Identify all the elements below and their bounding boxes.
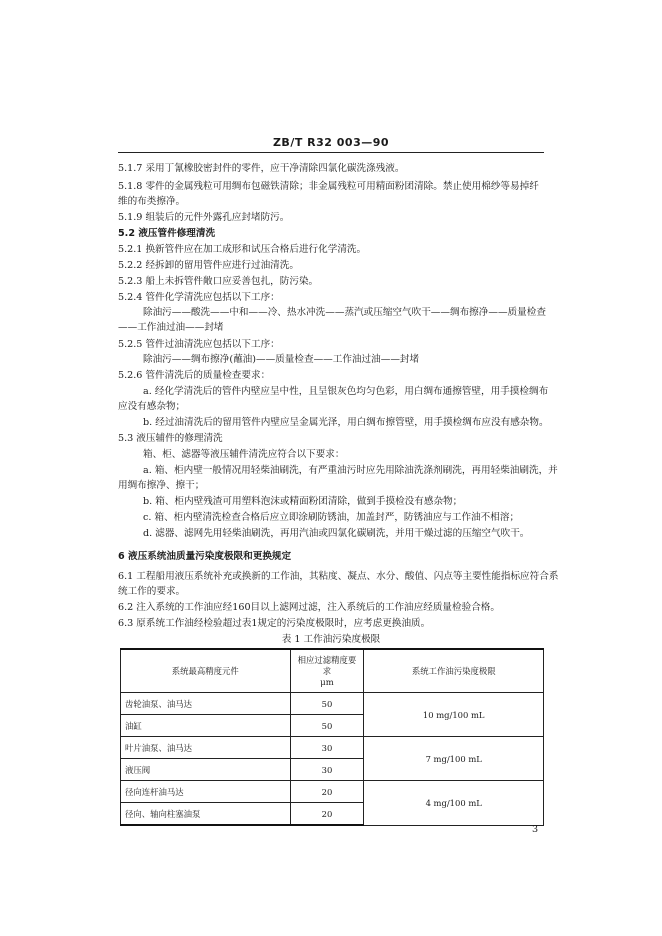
clause-5-3-a-cont: 用绸布擦净、擦干； (118, 480, 205, 491)
table-row (121, 693, 544, 715)
clause-5-2-4-process: 除油污——酸洗——中和——冷、热水冲洗——蒸汽或压缩空气吹干——绸布擦净——质量检查 (143, 307, 546, 318)
filter-cell: 50 (290, 693, 364, 715)
clause-5-3-a: a. 箱、柜内壁一般情况用轻柴油刷洗，有严重油污时应先用除油洗涤剂刷洗，再用轻柴油刷洗，并 (143, 465, 558, 476)
clause-5-1-8-cont: 维的布类擦净。 (118, 196, 186, 207)
header-filter-precision (290, 649, 364, 693)
clause-5-2-6-b: b. 经过油清洗后的留用管件内壁应呈金属光泽，用白绸布擦管壁，用手摸检绸布应没有感杂物。 (143, 417, 549, 428)
clause-6-1-cont: 统工作的要求。 (118, 586, 186, 597)
filter-cell: 50 (290, 715, 364, 737)
limit-cell: 4 mg/100 mL (364, 781, 544, 826)
table-row (121, 737, 544, 759)
clause-5-2-4-process-cont: ——工作油过油——封堵 (118, 322, 224, 333)
clause-5-2-2: 5.2.2 经拆卸的留用管件应进行过油清洗。 (118, 260, 299, 271)
clause-6-1: 6.1 工程船用液压系统补充或换新的工作油，其粘度、凝点、水分、酸值、闪点等主要性能指标应符合系 (118, 571, 559, 582)
clause-5-2-4: 5.2.4 管件化学清洗应包括以下工序： (118, 292, 280, 303)
filter-cell: 30 (290, 759, 364, 781)
header-filter-unit: μm (320, 676, 334, 687)
component-cell: 液压阀 (121, 759, 291, 781)
section-5-3-heading: 5.3 液压辅件的修理清洗 (118, 433, 223, 444)
filter-cell: 20 (290, 781, 364, 803)
standard-code-header: ZB/T R32 003—90 (272, 136, 390, 149)
component-cell: 径向、轴向柱塞油泵 (121, 803, 291, 826)
filter-cell: 20 (290, 803, 364, 826)
component-cell: 叶片油泵、油马达 (121, 737, 291, 759)
clause-5-2-6-a-cont: 应没有感杂物； (118, 401, 186, 412)
clause-5-1-9: 5.1.9 组装后的元件外露孔应封堵防污。 (118, 212, 290, 223)
component-cell: 油缸 (121, 715, 291, 737)
header-contamination-limit: 系统工作油污染度极限 (364, 649, 544, 693)
table-1-caption: 表 1 工作油污染度极限 (281, 634, 381, 645)
filter-cell: 30 (290, 737, 364, 759)
clause-5-2-5: 5.2.5 管件过油清洗应包括以下工序： (118, 339, 280, 350)
clause-5-2-6: 5.2.6 管件清洗后的质量检查要求： (118, 370, 271, 381)
contamination-limit-table (120, 648, 544, 826)
clause-6-2: 6.2 注入系统的工作油应经160目以上滤网过滤，注入系统后的工作油应经质量检验合格。 (118, 602, 500, 613)
section-5-2-heading: 5.2 液压管件修理清洗 (118, 228, 216, 239)
clause-5-1-8: 5.1.8 零件的金属残粒可用绸布包磁铁清除；非金属残粒可用精面粉团清除。禁止使用棉纱等易掉纤 (118, 181, 539, 192)
limit-cell: 10 mg/100 mL (364, 693, 544, 737)
header-component: 系统最高精度元件 (121, 649, 291, 693)
clause-5-2-6-a: a. 经化学清洗后的管件内壁应呈中性，且呈银灰色均匀色彩，用白绸布通擦管壁，用手摸检绸布 (143, 386, 549, 397)
clause-5-2-5-process: 除油污——绸布擦净(蘸油)——质量检查——工作油过油——封堵 (143, 354, 420, 365)
clause-5-2-3: 5.2.3 船上未拆管件敞口应妥善包扎，防污染。 (118, 276, 319, 287)
page-number: 3 (532, 824, 539, 835)
table-row (121, 781, 544, 803)
clause-5-1-7: 5.1.7 采用丁氰橡胶密封件的零件，应干净清除四氯化碳洗涤残液。 (118, 163, 405, 174)
clause-5-3-intro: 箱、柜、滤器等液压辅件清洗应符合以下要求： (143, 449, 345, 460)
clause-6-3: 6.3 原系统工作油经检验超过表1规定的污染度极限时，应考虑更换油质。 (118, 618, 431, 629)
limit-cell: 7 mg/100 mL (364, 737, 544, 781)
header-filter-label: 相应过滤精度要求 (297, 654, 357, 676)
clause-5-3-b: b. 箱、柜内壁残渣可用塑料泡沫或精面粉团清除，做到手摸检没有感杂物； (143, 496, 463, 507)
section-6-heading: 6 液压系统油质量污染度极限和更换规定 (118, 551, 292, 562)
header-rule (118, 152, 544, 153)
component-cell: 齿轮油泵、油马达 (121, 693, 291, 715)
component-cell: 径向连杆油马达 (121, 781, 291, 803)
clause-5-2-1: 5.2.1 换新管件应在加工成形和试压合格后进行化学清洗。 (118, 244, 367, 255)
clause-5-3-d: d. 滤器、滤网先用轻柴油刷洗，再用汽油或四氯化碳刷洗，并用干燥过滤的压缩空气吹干。 (143, 528, 530, 539)
clause-5-3-c: c. 箱、柜内壁清洗检查合格后应立即涂刷防锈油，加盖封严，防锈油应与工作油不相溶； (143, 512, 520, 523)
